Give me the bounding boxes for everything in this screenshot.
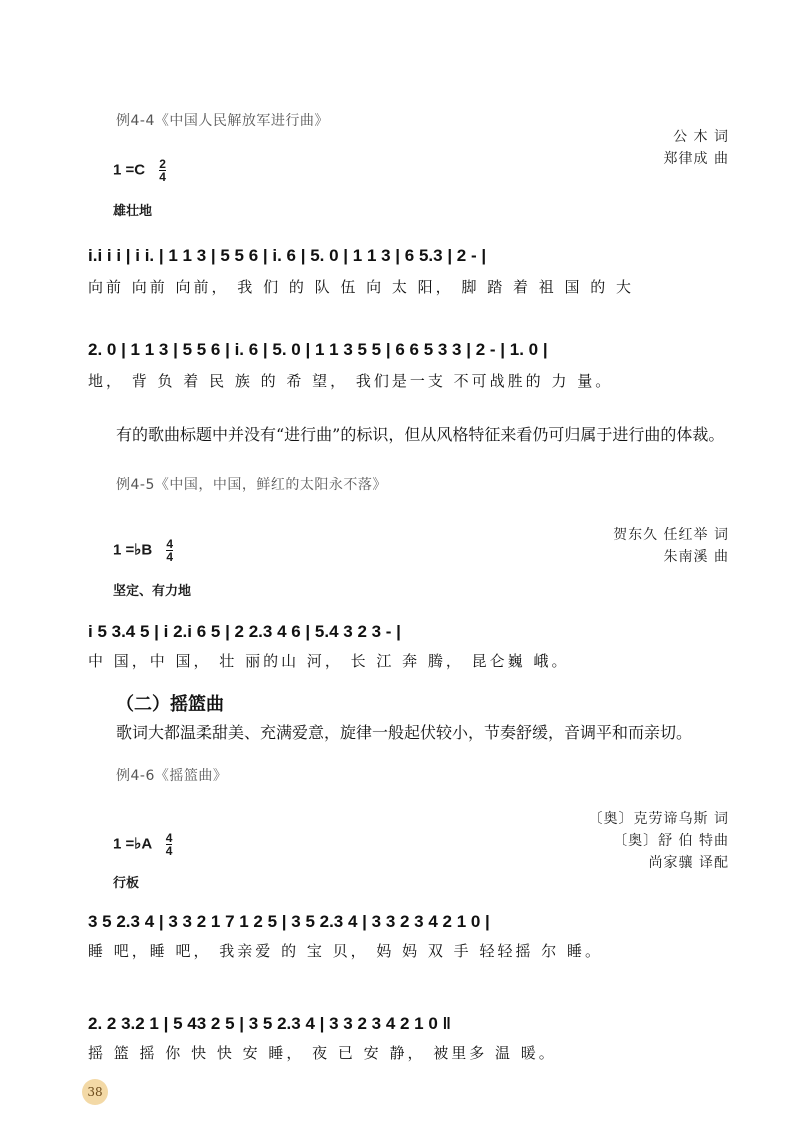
lyricist-credit: 公 木 词 xyxy=(673,129,729,145)
time-bottom: 4 xyxy=(166,550,174,564)
lyrics-line: 中 国，中 国， 壮 丽的山 河， 长 江 奔 腾， 昆仑巍 峨。 xyxy=(88,652,570,670)
composer-credit: 〔奥〕舒 伯 特曲 xyxy=(613,833,729,849)
composer-credit: 朱南溪 曲 xyxy=(663,549,729,565)
lyricist-credit: 〔奥〕克劳谛乌斯 词 xyxy=(588,811,729,827)
key-label: 1 =♭A xyxy=(113,835,152,853)
example-caption: 例4-5《中国，中国，鲜红的太阳永不落》 xyxy=(116,477,387,493)
translator-credit: 尚家骧 译配 xyxy=(648,855,729,871)
example-caption: 例4-6《摇篮曲》 xyxy=(116,768,228,784)
time-top: 4 xyxy=(165,831,173,845)
time-signature xyxy=(166,538,173,563)
lyrics-line: 地， 背 负 着 民 族 的 希 望， 我们是一支 不可战胜的 力 量。 xyxy=(88,372,614,390)
lyrics-line: 向前 向前 向前， 我 们 的 队 伍 向 太 阳， 脚 踏 着 祖 国 的 大 xyxy=(88,278,635,296)
credits xyxy=(664,126,729,170)
time-signature xyxy=(159,158,166,183)
composer-credit: 郑律成 曲 xyxy=(663,151,729,167)
lyricist-credit: 贺东久 任红举 词 xyxy=(613,527,729,543)
page-number: 38 xyxy=(82,1079,108,1105)
notation-line: 3 5 2.3 4 | 3 3 2 1 7 1 2 5 | 3 5 2.3 4 | 3 3 2 3 4 2 1 0 | xyxy=(88,912,490,931)
lyrics-line: 睡 吧，睡 吧， 我亲爱 的 宝 贝， 妈 妈 双 手 轻轻摇 尔 睡。 xyxy=(88,942,603,960)
notation-line: 2. 2 3.2 1 | 5 43 2 5 | 3 5 2.3 4 | 3 3 2 3 4 2 1 0 ‖ xyxy=(88,1014,451,1033)
key-signature xyxy=(113,832,172,857)
tempo-marking: 行板 xyxy=(113,876,140,891)
time-bottom: 4 xyxy=(159,170,166,184)
notation-line: 2. 0 | 1 1 3 | 5 5 6 | i. 6 | 5. 0 | 1 1 3 5 5 | 6 6 5 3 3 | 2 - | 1. 0 | xyxy=(88,340,548,359)
notation-line: i 5 3.4 5 | i 2.i 6 5 | 2 2.3 4 6 | 5.4 3 2 3 - | xyxy=(88,622,401,641)
key-signature xyxy=(113,158,166,183)
key-label: 1 =C xyxy=(113,161,146,179)
time-top: 4 xyxy=(166,537,174,551)
credits xyxy=(613,524,729,568)
body-paragraph: 歌词大都温柔甜美、充满爱意，旋律一般起伏较小，节奏舒缓，音调平和而亲切。 xyxy=(116,723,693,742)
lyrics-line: 摇 篮 摇 你 快 快 安 睡， 夜 已 安 静， 被里多 温 暖。 xyxy=(88,1044,557,1062)
credits xyxy=(589,808,729,874)
time-top: 2 xyxy=(159,157,166,171)
key-label: 1 =♭B xyxy=(113,541,153,559)
body-paragraph: 有的歌曲标题中并没有“进行曲”的标识，但从风格特征来看仍可归属于进行曲的体裁。 xyxy=(116,425,725,444)
notation-line: i.i i i | i i. | 1 1 3 | 5 5 6 | i. 6 | 5. 0 | 1 1 3 | 6 5.3 | 2 - | xyxy=(88,246,487,265)
example-caption: 例4-4《中国人民解放军进行曲》 xyxy=(116,113,329,129)
key-signature xyxy=(113,538,173,563)
time-signature xyxy=(166,832,173,857)
tempo-marking: 雄壮地 xyxy=(113,204,153,219)
section-heading: （二）摇篮曲 xyxy=(116,694,224,715)
time-bottom: 4 xyxy=(165,844,173,858)
tempo-marking: 坚定、有力地 xyxy=(113,584,192,599)
